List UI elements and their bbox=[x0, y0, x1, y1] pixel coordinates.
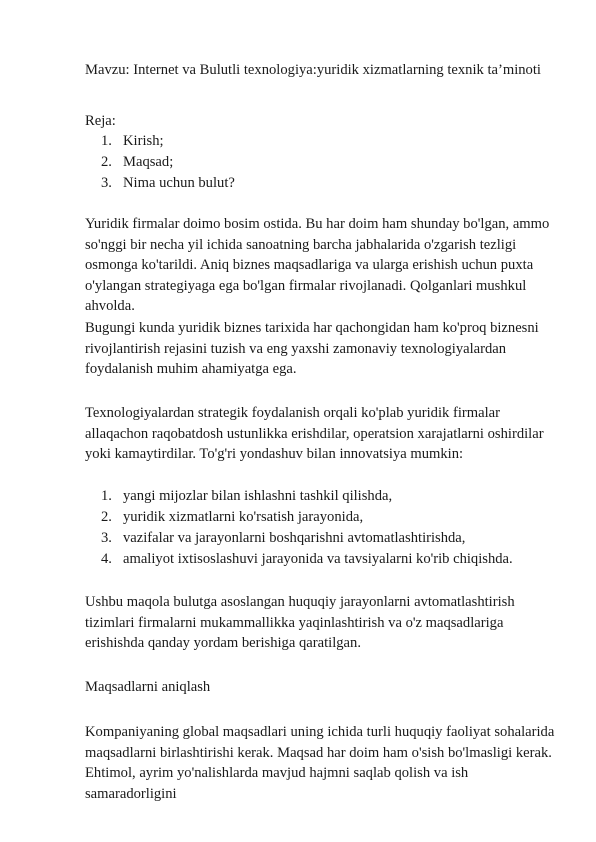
list-number: 1. bbox=[101, 133, 112, 149]
list-number: 2. bbox=[101, 509, 112, 525]
document-title: Mavzu: Internet va Bulutli texnologiya:yuridik xizmatlarning texnik ta’minoti bbox=[85, 62, 541, 78]
list-item-text: Maqsad; bbox=[123, 154, 174, 170]
paragraph: Ushbu maqola bulutga asoslangan huquqiy jarayonlarni avtomatlashtirish tizimlari firmalarni mukammallikka yaqinlashtirish va o'z maqsadlariga erishishda qanday yordam berishiga qaratilgan. bbox=[85, 594, 515, 651]
list-number: 2. bbox=[101, 154, 112, 170]
list-item-text: Kirish; bbox=[123, 133, 164, 149]
list-number: 4. bbox=[101, 551, 112, 567]
plan-list bbox=[85, 131, 235, 194]
list-item-text: Nima uchun bulut? bbox=[123, 175, 235, 191]
list-item-text: yangi mijozlar bilan ishlashni tashkil qilishda, bbox=[123, 488, 393, 504]
list-item bbox=[85, 528, 513, 549]
list-item-text: yuridik xizmatlarni ko'rsatish jarayonida, bbox=[123, 509, 364, 525]
list-number: 3. bbox=[101, 530, 112, 546]
innovation-list bbox=[85, 486, 513, 570]
list-number: 1. bbox=[101, 488, 112, 504]
list-item bbox=[85, 549, 513, 570]
list-item bbox=[85, 507, 513, 528]
paragraph: Kompaniyaning global maqsadlari uning ichida turli huquqiy faoliyat sohalarida maqsadlarni birlashtirishi kerak. Maqsad har doim ham o'sish bo'lmasligi kerak. Ehtimol, ayrim yo'nalishlarda mavjud hajmni saqlab qolish va ish samaradorligini bbox=[85, 724, 555, 802]
list-item bbox=[85, 131, 235, 152]
paragraph: Bugungi kunda yuridik biznes tarixida har qachongidan ham ko'proq biznesni rivojlantirish rejasini tuzish va eng yaxshi zamonaviy texnologiyalardan foydalanish muhim ahamiyatga ega. bbox=[85, 320, 539, 377]
list-item bbox=[85, 486, 513, 507]
list-item-text: amaliyot ixtisoslashuvi jarayonida va tavsiyalarni ko'rib chiqishda. bbox=[123, 551, 513, 567]
list-item-text: vazifalar va jarayonlarni boshqarishni avtomatlashtirishda, bbox=[123, 530, 466, 546]
list-item bbox=[85, 152, 235, 173]
paragraph: Texnologiyalardan strategik foydalanish orqali ko'plab yuridik firmalar allaqachon raqobatdosh ustunlikka erishdilar, operatsion xarajatlarni oshirdilar yoki kamaytirdilar. To'g'ri yondashuv bilan innovatsiya mumkin: bbox=[85, 405, 544, 462]
plan-label: Reja: bbox=[85, 113, 116, 129]
list-item bbox=[85, 173, 235, 194]
paragraph: Yuridik firmalar doimo bosim ostida. Bu har doim ham shunday bo'lgan, ammo so'nggi bir necha yil ichida sanoatning barcha jabhalarida o'zgarish tezligi osmonga ko'tarildi. Aniq biznes maqsadlariga va ularga erishish uchun puxta o'ylangan strategiyaga ega bo'lgan firmalar rivojlanadi. Qolganlari mushkul ahvolda. bbox=[85, 216, 550, 314]
section-heading: Maqsadlarni aniqlash bbox=[85, 679, 211, 695]
list-number: 3. bbox=[101, 175, 112, 191]
